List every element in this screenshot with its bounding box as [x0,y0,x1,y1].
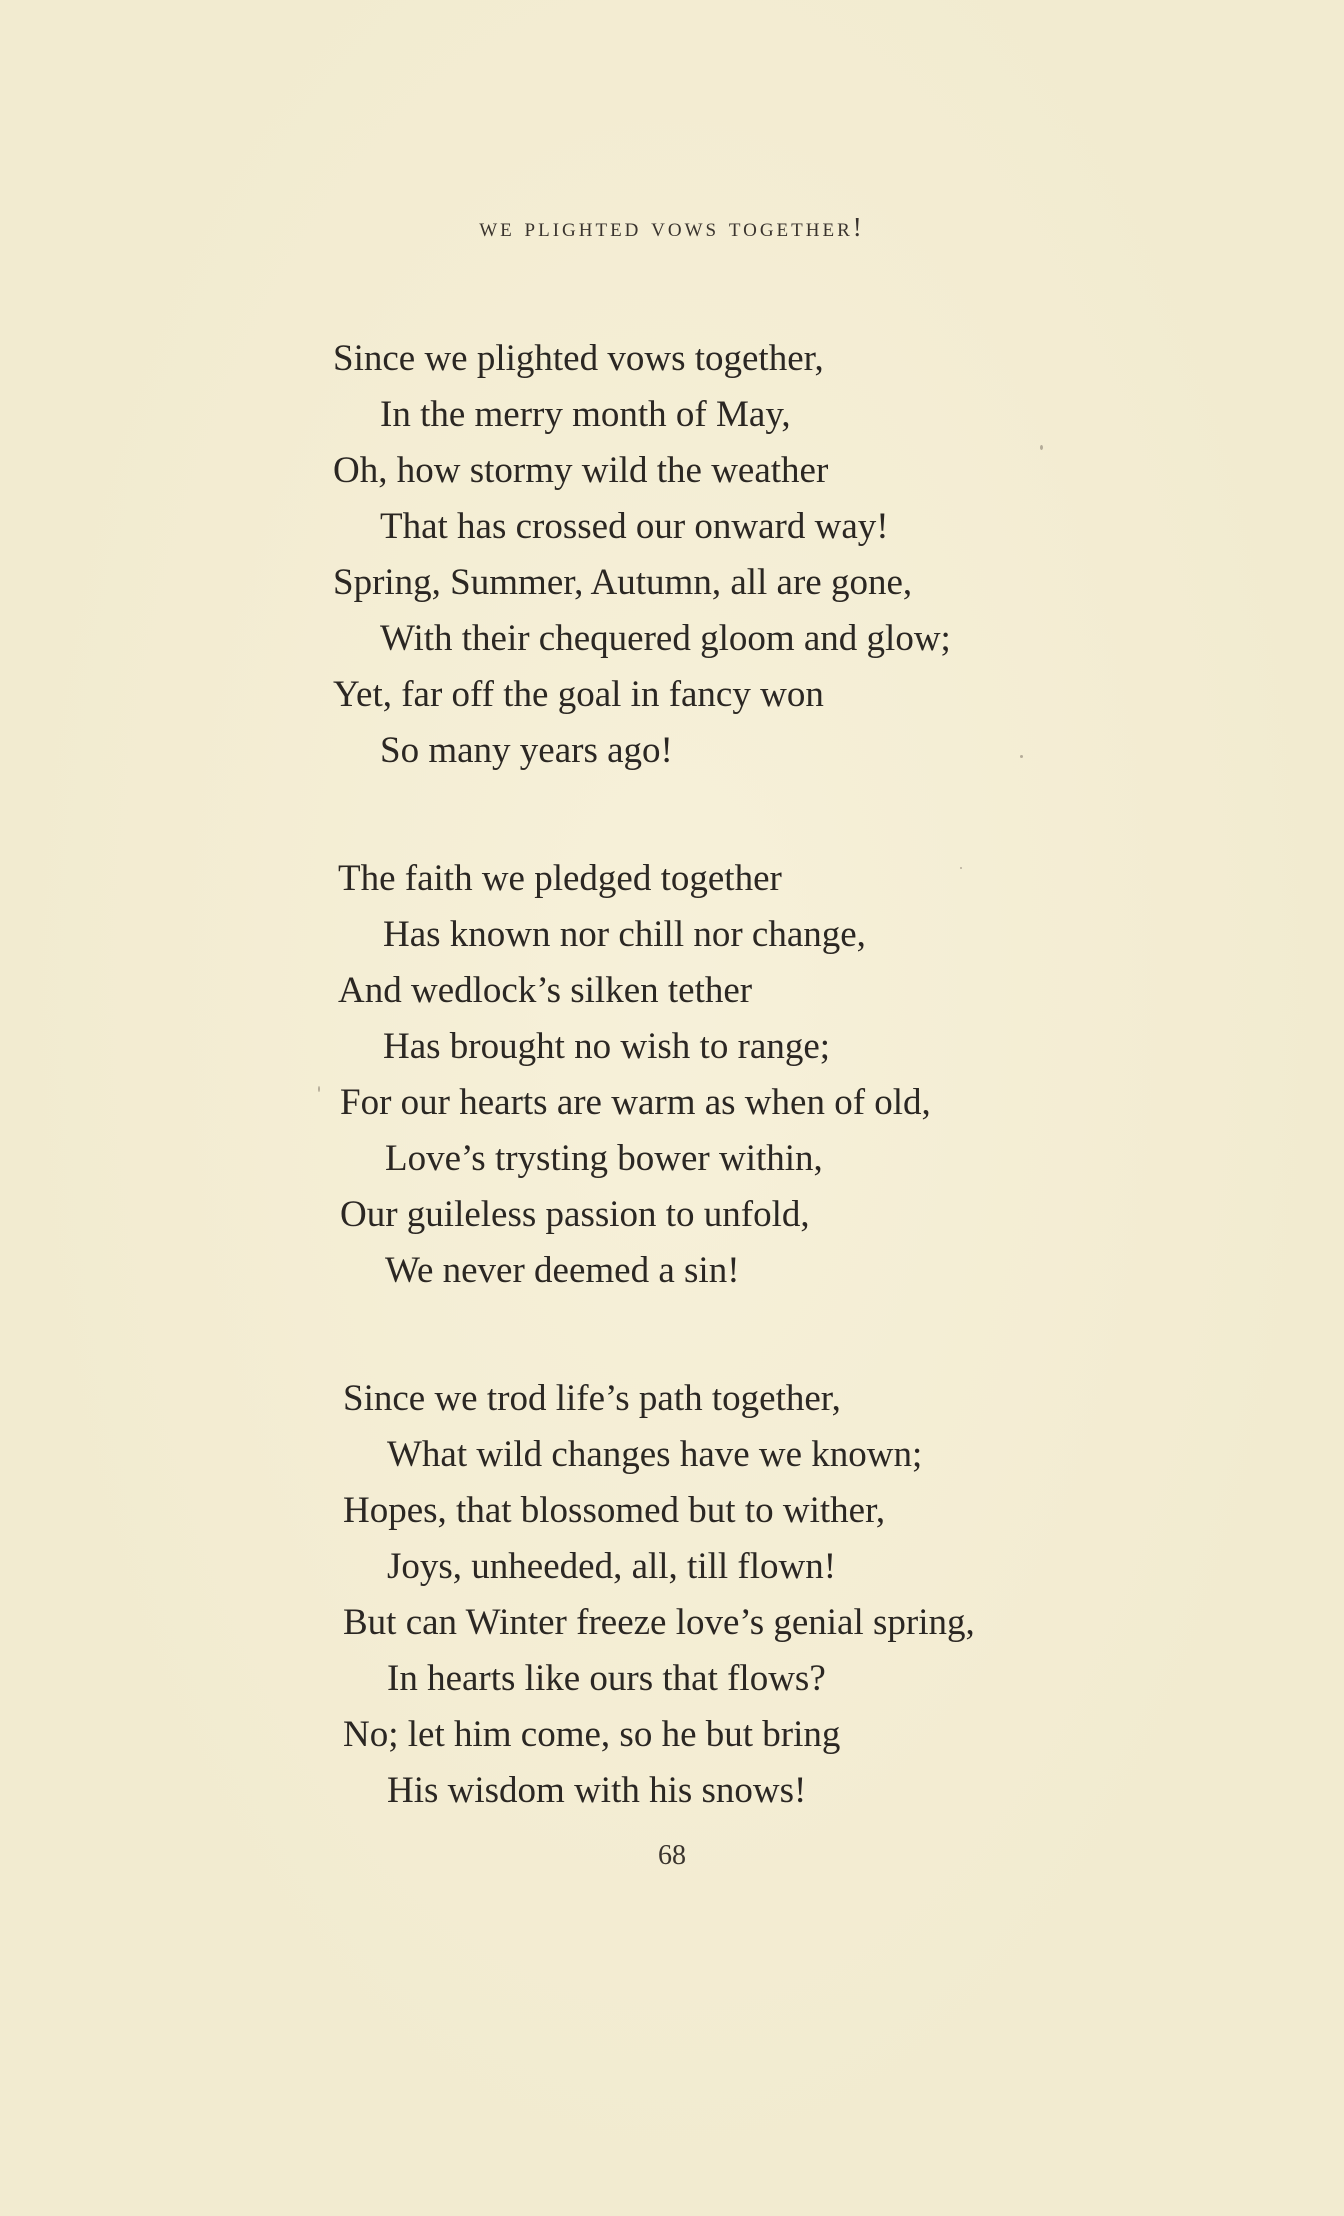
poem-line: In hearts like ours that flows? [387,1658,826,1699]
running-title: we plighted vows together! [479,212,865,242]
poem-line: Since we plighted vows together, [333,338,824,379]
poem-line: Since we trod life’s path together, [343,1378,841,1419]
poem-line: No; let him come, so he but bring [343,1714,841,1755]
poem-line: Love’s trysting bower within, [385,1138,823,1179]
poem-line: In the merry month of May, [380,394,791,435]
poem-line: Joys, unheeded, all, till flown! [387,1546,837,1587]
poem-line: Spring, Summer, Autumn, all are gone, [333,562,913,603]
poem-line: Hopes, that blossomed but to wither, [343,1490,886,1531]
poem-line: So many years ago! [380,730,673,771]
paper-speck [960,867,962,869]
poem-line: Yet, far off the goal in fancy won [333,674,824,715]
poem-line: But can Winter freeze love’s genial spring, [343,1602,975,1643]
poem-line: What wild changes have we known; [387,1434,923,1475]
poem-line: Has known nor chill nor change, [383,914,866,955]
poem-line: With their chequered gloom and glow; [380,618,951,659]
paper-speck [1040,445,1043,450]
poem-line: For our hearts are warm as when of old, [340,1082,931,1123]
poem-line: That has crossed our onward way! [380,506,889,547]
poem-line: And wedlock’s silken tether [338,970,753,1011]
poem-line: Has brought no wish to range; [383,1026,831,1067]
poem-line: Oh, how stormy wild the weather [333,450,829,491]
paper-speck [1020,755,1023,758]
page-number: 68 [658,1840,686,1871]
poem-line: The faith we pledged together [338,858,782,899]
paper-speck [318,1086,320,1092]
poem-line: We never deemed a sin! [385,1250,740,1291]
poem-line: His wisdom with his snows! [387,1770,807,1811]
poem-line: Our guileless passion to unfold, [340,1194,810,1235]
